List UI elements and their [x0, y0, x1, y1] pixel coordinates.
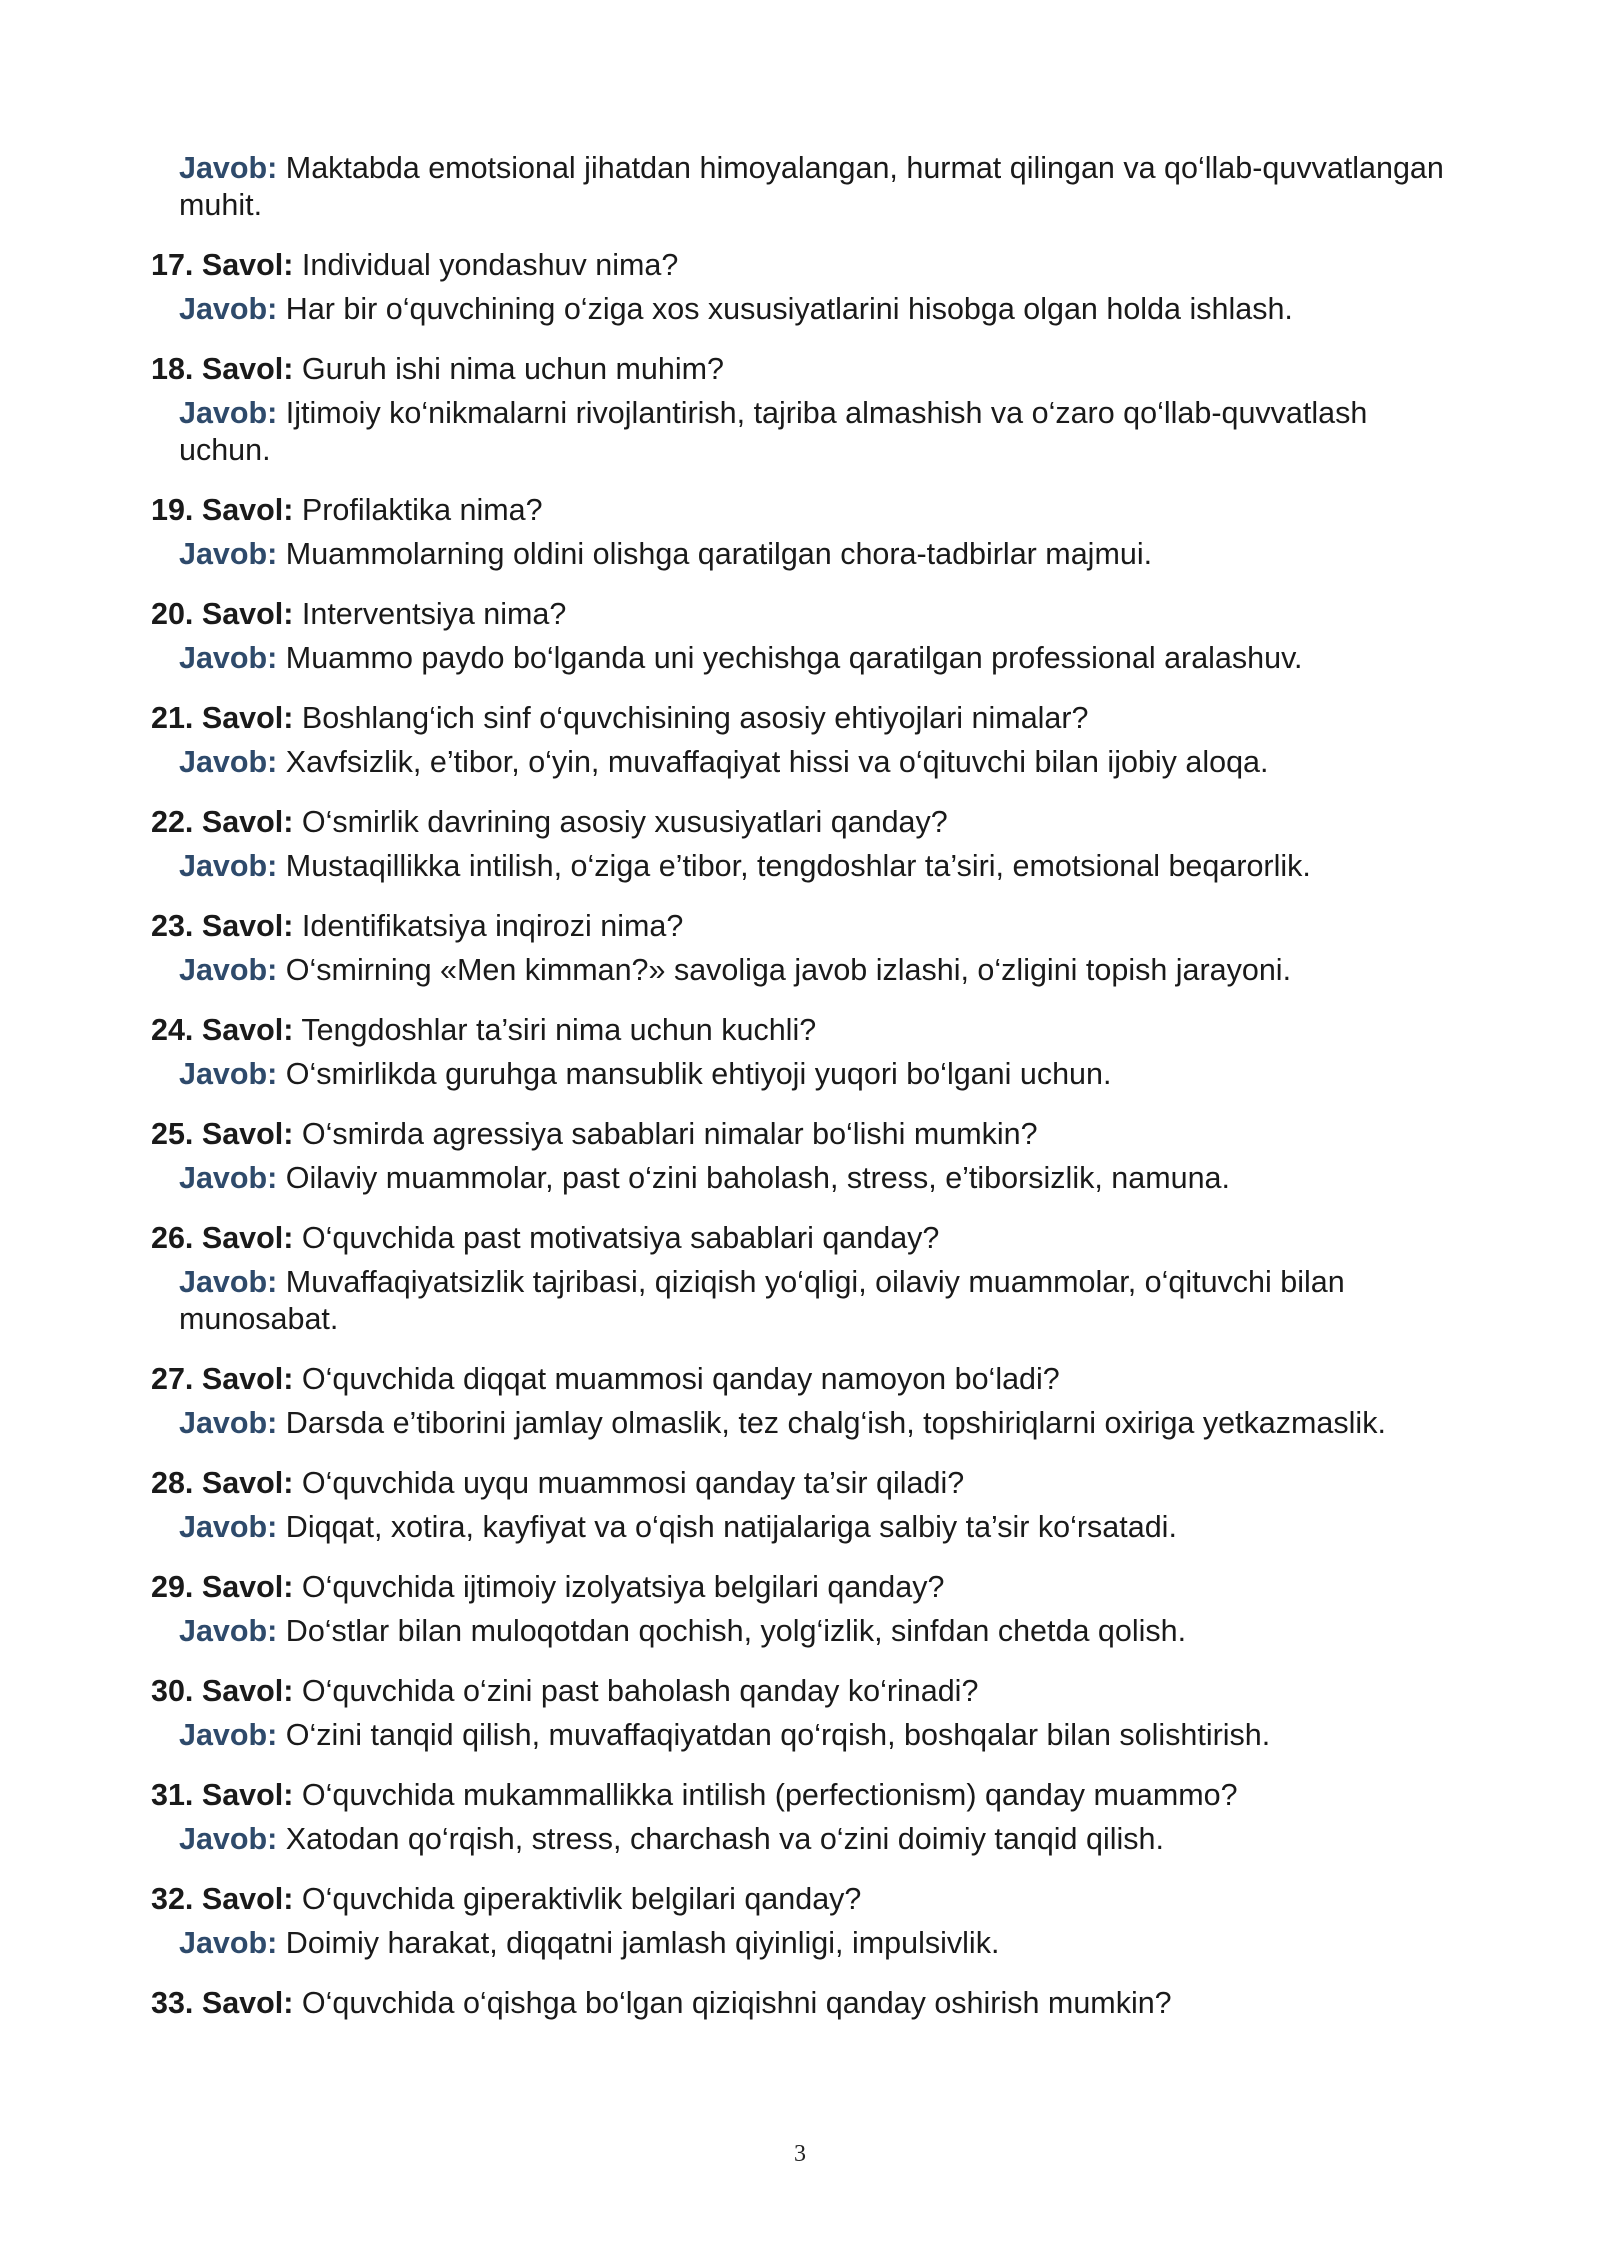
qa-item-28	[151, 1465, 1451, 1546]
qa-item-31	[151, 1777, 1451, 1858]
answer-text: Mustaqillikka intilish, o‘ziga e’tibor, tengdoshlar ta’siri, emotsional beqarorlik.	[285, 849, 1311, 883]
question-text: O‘quvchida uyqu muammosi qanday ta’sir qiladi?	[301, 1466, 965, 1500]
question-text: O‘quvchida o‘qishga bo‘lgan qiziqishni qanday oshirish mumkin?	[301, 1986, 1172, 2020]
answer-label: Javob:	[179, 745, 278, 779]
question-label: 22. Savol:	[151, 805, 294, 839]
answer-label: Javob:	[179, 396, 278, 430]
question	[151, 1116, 1451, 1153]
answer-text: O‘smirning «Men kimman?» savoliga javob izlashi, o‘zligini topish jarayoni.	[285, 953, 1292, 987]
answer	[151, 848, 1451, 885]
question-label: 25. Savol:	[151, 1117, 294, 1151]
question	[151, 804, 1451, 841]
qa-item-18	[151, 351, 1451, 469]
answer-text: Darsda e’tiborini jamlay olmaslik, tez chalg‘ish, topshiriqlarni oxiriga yetkazmaslik.	[285, 1406, 1386, 1440]
question-text: O‘quvchida mukammallikka intilish (perfectionism) qanday muammo?	[301, 1778, 1238, 1812]
answer-text: O‘zini tanqid qilish, muvaffaqiyatdan qo‘rqish, boshqalar bilan solishtirish.	[285, 1718, 1271, 1752]
qa-item-27	[151, 1361, 1451, 1442]
answer-label: Javob:	[179, 1406, 278, 1440]
question	[151, 1881, 1451, 1918]
question-label: 27. Savol:	[151, 1362, 294, 1396]
question	[151, 1361, 1451, 1398]
answer	[151, 1509, 1451, 1546]
answer-label: Javob:	[179, 537, 278, 571]
question-label: 33. Savol:	[151, 1986, 294, 2020]
question-label: 28. Savol:	[151, 1466, 294, 1500]
qa-item-25	[151, 1116, 1451, 1197]
question	[151, 700, 1451, 737]
answer-text: O‘smirlikda guruhga mansublik ehtiyoji yuqori bo‘lgani uchun.	[285, 1057, 1112, 1091]
answer-label: Javob:	[179, 1822, 278, 1856]
answer	[151, 1613, 1451, 1650]
answer-text: Muammo paydo bo‘lganda uni yechishga qaratilgan professional aralashuv.	[285, 641, 1303, 675]
question	[151, 1465, 1451, 1502]
answer-text: Har bir o‘quvchining o‘ziga xos xususiyatlarini hisobga olgan holda ishlash.	[285, 292, 1293, 326]
answer	[151, 395, 1451, 469]
answer-label: Javob:	[179, 1926, 278, 1960]
question	[151, 596, 1451, 633]
answer-label: Javob:	[179, 1510, 278, 1544]
question-text: Interventsiya nima?	[301, 597, 567, 631]
question	[151, 1569, 1451, 1606]
question	[151, 247, 1451, 284]
question-label: 23. Savol:	[151, 909, 294, 943]
answer-text: Oilaviy muammolar, past o‘zini baholash, stress, e’tiborsizlik, namuna.	[285, 1161, 1230, 1195]
first-answer	[151, 150, 1451, 224]
question-label: 26. Savol:	[151, 1221, 294, 1255]
question	[151, 1777, 1451, 1814]
answer-label: Javob:	[179, 1057, 278, 1091]
answer	[151, 291, 1451, 328]
answer-label: Javob:	[179, 1265, 278, 1299]
qa-item-23	[151, 908, 1451, 989]
question	[151, 1985, 1451, 2022]
question-text: Guruh ishi nima uchun muhim?	[301, 352, 725, 386]
answer	[151, 1264, 1451, 1338]
answer	[151, 1160, 1451, 1197]
answer-label: Javob:	[179, 292, 278, 326]
question-label: 29. Savol:	[151, 1570, 294, 1604]
question-text: O‘quvchida diqqat muammosi qanday namoyon bo‘ladi?	[301, 1362, 1060, 1396]
question-text: Identifikatsiya inqirozi nima?	[301, 909, 684, 943]
answer-label: Javob:	[179, 1718, 278, 1752]
question	[151, 1220, 1451, 1257]
answer-text: Diqqat, xotira, kayfiyat va o‘qish natijalariga salbiy ta’sir ko‘rsatadi.	[285, 1510, 1177, 1544]
question-text: O‘smirda agressiya sabablari nimalar bo‘lishi mumkin?	[301, 1117, 1038, 1151]
answer-text: Doimiy harakat, diqqatni jamlash qiyinligi, impulsivlik.	[285, 1926, 1000, 1960]
qa-item-29	[151, 1569, 1451, 1650]
question	[151, 908, 1451, 945]
question	[151, 1673, 1451, 1710]
answer-label: Javob:	[179, 641, 278, 675]
question-text: Boshlang‘ich sinf o‘quvchisining asosiy ehtiyojlari nimalar?	[301, 701, 1089, 735]
question-label: 18. Savol:	[151, 352, 294, 386]
answer-text: Xavfsizlik, e’tibor, o‘yin, muvaffaqiyat hissi va o‘qituvchi bilan ijobiy aloqa.	[285, 745, 1269, 779]
question	[151, 1012, 1451, 1049]
question	[151, 492, 1451, 529]
answer	[151, 1405, 1451, 1442]
answer	[151, 536, 1451, 573]
answer-text: Muammolarning oldini olishga qaratilgan chora-tadbirlar majmui.	[285, 537, 1153, 571]
question-label: 31. Savol:	[151, 1778, 294, 1812]
qa-content	[151, 150, 1451, 2029]
question-label: 21. Savol:	[151, 701, 294, 735]
question-text: Profilaktika nima?	[301, 493, 543, 527]
answer-text: Xatodan qo‘rqish, stress, charchash va o‘zini doimiy tanqid qilish.	[285, 1822, 1164, 1856]
answer	[151, 1821, 1451, 1858]
answer	[151, 952, 1451, 989]
question-label: 30. Savol:	[151, 1674, 294, 1708]
answer-text: Ijtimoiy ko‘nikmalarni rivojlantirish, tajriba almashish va o‘zaro qo‘llab-quvvatlash uchun.	[179, 396, 1368, 467]
answer-text: Muvaffaqiyatsizlik tajribasi, qiziqish yo‘qligi, oilaviy muammolar, o‘qituvchi bilan munosabat.	[179, 1265, 1345, 1336]
answer	[151, 640, 1451, 677]
answer-text: Maktabda emotsional jihatdan himoyalangan, hurmat qilingan va qo‘llab-quvvatlangan muhit.	[179, 151, 1444, 222]
answer	[151, 1717, 1451, 1754]
answer-label: Javob:	[179, 849, 278, 883]
qa-item-17	[151, 247, 1451, 328]
question-text: Tengdoshlar ta’siri nima uchun kuchli?	[301, 1013, 817, 1047]
question-text: O‘quvchida past motivatsiya sabablari qanday?	[301, 1221, 940, 1255]
question-text: O‘quvchida ijtimoiy izolyatsiya belgilari qanday?	[301, 1570, 945, 1604]
qa-item-19	[151, 492, 1451, 573]
question-label: 17. Savol:	[151, 248, 294, 282]
qa-item-21	[151, 700, 1451, 781]
question-label: 32. Savol:	[151, 1882, 294, 1916]
question-text: O‘quvchida giperaktivlik belgilari qanday?	[301, 1882, 862, 1916]
question-label: 19. Savol:	[151, 493, 294, 527]
question-text: O‘quvchida o‘zini past baholash qanday ko‘rinadi?	[301, 1674, 979, 1708]
question-label: 24. Savol:	[151, 1013, 294, 1047]
qa-item-32	[151, 1881, 1451, 1962]
answer-label: Javob:	[179, 1614, 278, 1648]
question-label: 20. Savol:	[151, 597, 294, 631]
qa-item-20	[151, 596, 1451, 677]
question-text: Individual yondashuv nima?	[301, 248, 679, 282]
answer	[151, 1925, 1451, 1962]
qa-item-30	[151, 1673, 1451, 1754]
answer-label: Javob:	[179, 1161, 278, 1195]
answer-label: Javob:	[179, 151, 278, 185]
answer	[151, 744, 1451, 781]
question	[151, 351, 1451, 388]
qa-item-26	[151, 1220, 1451, 1338]
question-text: O‘smirlik davrining asosiy xususiyatlari qanday?	[301, 805, 948, 839]
qa-item-33	[151, 1985, 1451, 2022]
page-number: 3	[794, 2141, 806, 2167]
qa-item-24	[151, 1012, 1451, 1093]
answer-text: Do‘stlar bilan muloqotdan qochish, yolg‘izlik, sinfdan chetda qolish.	[285, 1614, 1187, 1648]
qa-item-22	[151, 804, 1451, 885]
answer-label: Javob:	[179, 953, 278, 987]
answer	[151, 1056, 1451, 1093]
